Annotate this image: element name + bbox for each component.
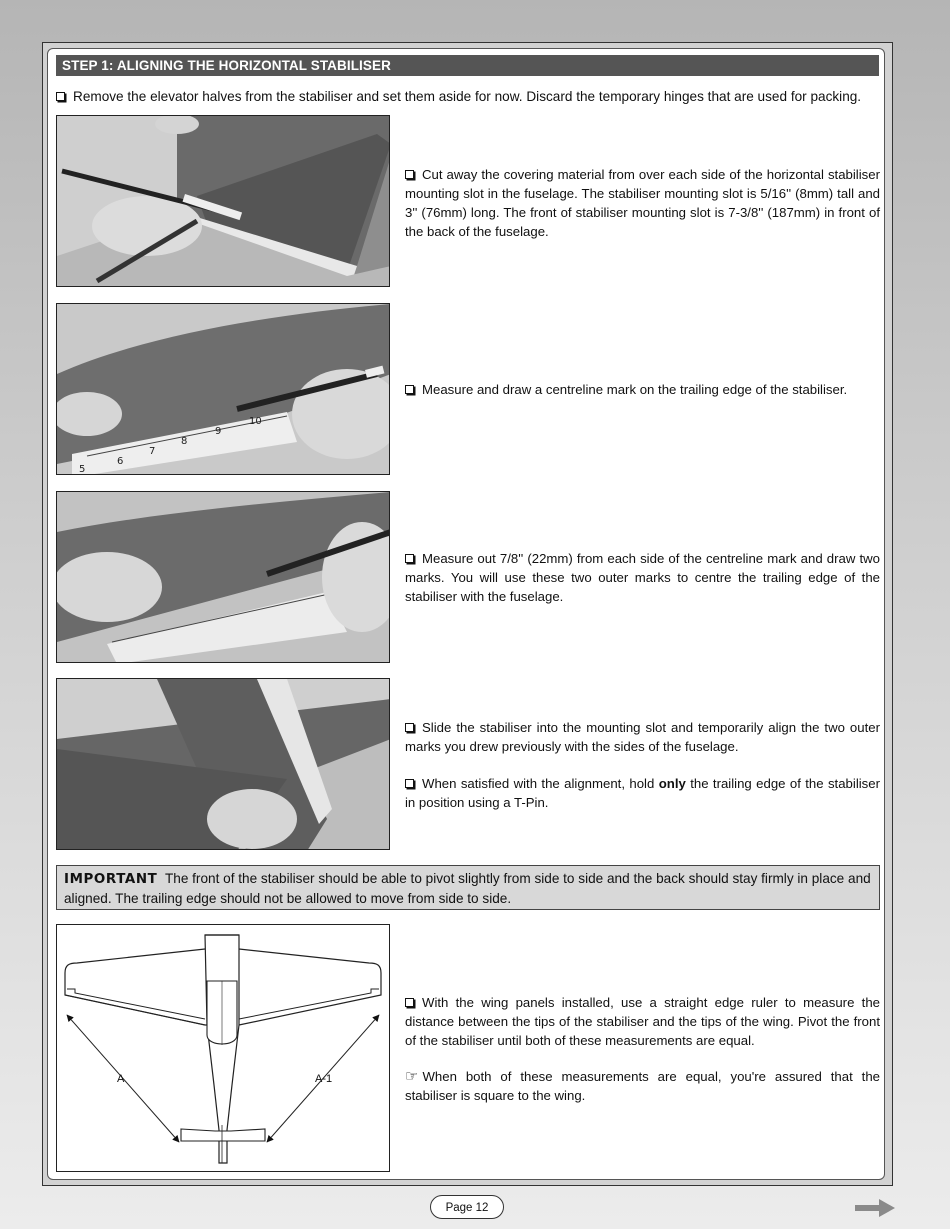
instruction-cut-covering bbox=[405, 165, 880, 241]
stabiliser-outline bbox=[181, 1129, 265, 1141]
diagram-label-a1: A-1 bbox=[315, 1073, 333, 1085]
centreline-mark-photo bbox=[56, 303, 390, 475]
important-text: The front of the stabiliser should be able to pivot slightly from side to side and the back should stay firmly in place and aligned. The trailing edge should not be allowed to move from side to side. bbox=[64, 871, 871, 906]
diagram-label-a: A bbox=[117, 1073, 125, 1085]
step-header: STEP 1: ALIGNING THE HORIZONTAL STABILISER bbox=[56, 55, 879, 76]
instruction-measure-tips bbox=[405, 993, 880, 1050]
checkbox-icon[interactable] bbox=[405, 779, 414, 788]
instruction-text: Measure and draw a centreline mark on the trailing edge of the stabiliser. bbox=[422, 382, 848, 397]
instruction-text: Measure out 7/8'' (22mm) from each side of the centreline mark and draw two marks. You will use these two outer marks to centre the trailing edge of the stabiliser with the fuselage. bbox=[405, 551, 880, 604]
outer-marks-photo bbox=[56, 491, 390, 663]
instruction-text-bold: only bbox=[658, 776, 686, 791]
ruler-number: 6 bbox=[117, 456, 124, 467]
cutting-covering-photo bbox=[56, 115, 390, 287]
instruction-text: With the wing panels installed, use a straight edge ruler to measure the distance between the tips of the stabiliser and the tips of the wing. Pivot the front of the stabiliser until both of these measurements are equal. bbox=[405, 995, 880, 1048]
instruction-slide-stabiliser bbox=[405, 718, 880, 756]
instruction-text-end: the trailing edge of the stabiliser in position using a T-Pin. bbox=[405, 776, 880, 810]
next-page-arrow-icon[interactable] bbox=[855, 1199, 895, 1217]
page-number: Page 12 bbox=[430, 1195, 504, 1219]
checkbox-icon[interactable] bbox=[405, 170, 414, 179]
ruler-number: 9 bbox=[215, 426, 222, 437]
important-note bbox=[56, 865, 880, 910]
instruction-text: Slide the stabiliser into the mounting slot and temporarily align the two outer marks you drew previously with the sides of the fuselage. bbox=[405, 720, 880, 754]
pointing-hand-icon: ☞ bbox=[405, 1067, 419, 1085]
intro-instruction bbox=[56, 87, 886, 106]
instruction-centreline bbox=[405, 380, 880, 399]
ruler-number: 5 bbox=[79, 464, 86, 475]
instruction-hold-pin bbox=[405, 774, 880, 812]
instruction-outer-marks bbox=[405, 549, 880, 606]
note-square-to-wing bbox=[405, 1067, 880, 1105]
instruction-text-start: When satisfied with the alignment, hold bbox=[422, 776, 659, 791]
checkbox-icon[interactable] bbox=[405, 554, 414, 563]
note-text: When both of these measurements are equal, you're assured that the stabiliser is square to the wing. bbox=[405, 1069, 880, 1103]
checkbox-icon[interactable] bbox=[405, 385, 414, 394]
checkbox-icon[interactable] bbox=[405, 723, 414, 732]
instruction-text: Cut away the covering material from over each side of the horizontal stabiliser mounting slot in the fuselage. The stabiliser mounting slot is 5/16'' (8mm) tall and 3'' (76mm) long. The front of stabiliser mounting slot is 7-3/8'' (187mm) in front of the back of the fuselage. bbox=[405, 167, 880, 239]
intro-text: Remove the elevator halves from the stabiliser and set them aside for now. Discard the temporary hinges that are used for packing. bbox=[73, 89, 862, 104]
checkbox-icon[interactable] bbox=[56, 92, 65, 101]
ruler-number: 8 bbox=[181, 436, 188, 447]
ruler-number: 7 bbox=[149, 446, 156, 457]
stabiliser-slot-photo bbox=[56, 678, 390, 850]
checkbox-icon[interactable] bbox=[405, 998, 414, 1007]
ruler-number: 10 bbox=[249, 416, 262, 427]
important-label: IMPORTANT bbox=[64, 872, 158, 887]
alignment-diagram bbox=[56, 924, 390, 1172]
